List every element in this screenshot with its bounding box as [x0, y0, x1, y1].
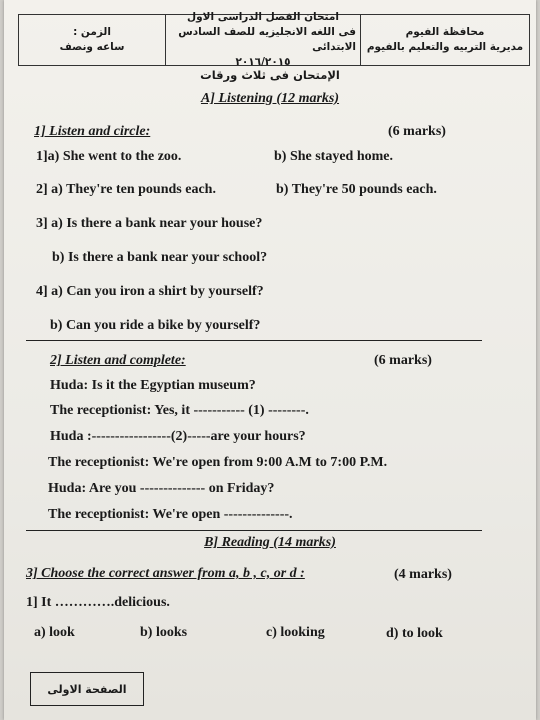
section-b-heading: B] Reading (14 marks) [204, 535, 336, 550]
pages-note: الإمتحان فى ثلاث ورقات [200, 68, 340, 82]
q1-title: 1] Listen and circle: [34, 124, 151, 139]
q3-option-a: a) look [34, 625, 75, 640]
header-governorate-cell [360, 15, 529, 65]
exam-year-label: ٢٠١٦/٢٠١٥ [235, 56, 291, 68]
q1-marks: (6 marks) [388, 124, 446, 139]
q2-marks: (6 marks) [374, 353, 432, 368]
divider-line [26, 530, 482, 531]
exam-term-label: امتحان الفصل الدراسى الاول [187, 11, 339, 23]
q3-title: 3] Choose the correct answer from a, b , c, or d : [26, 566, 305, 581]
q3-option-c: c) looking [266, 625, 325, 640]
q1-item3-a: 3] a) Is there a bank near your house? [36, 216, 263, 231]
q2-line5: Huda: Are you -------------- on Friday? [48, 481, 275, 496]
q1-item4-a: 4] a) Can you iron a shirt by yourself? [36, 284, 264, 299]
q1-item3-b: b) Is there a bank near your school? [52, 250, 268, 265]
q2-line2: The receptionist: Yes, it ----------- (1) --------. [50, 403, 309, 418]
q3-option-b: b) looks [140, 625, 188, 640]
header-time-cell [19, 15, 165, 65]
time-label: الزمن : [73, 26, 111, 38]
q2-line1: Huda: Is it the Egyptian museum? [50, 378, 256, 393]
exam-header-table [18, 11, 530, 68]
header-exam-cell [165, 11, 360, 68]
page-number-box [30, 672, 144, 706]
q1-item4-b: b) Can you ride a bike by yourself? [50, 318, 261, 333]
exam-subject-label: فى اللغه الانجليزيه للصف السادس الابتدائى [178, 26, 356, 53]
page-number-label: الصفحة الاولى [47, 682, 127, 696]
q1-item1-a: 1]a) She went to the zoo. [36, 149, 182, 164]
q2-line3: Huda :-----------------(2)-----are your hours? [50, 429, 306, 444]
time-value: ساعه ونصف [59, 41, 125, 53]
q2-line6: The receptionist: We're open --------------. [48, 507, 293, 522]
divider-line [26, 340, 482, 341]
section-a-heading: A] Listening (12 marks) [200, 91, 340, 106]
q3-marks: (4 marks) [394, 567, 452, 582]
q1-item2-a: 2] a) They're ten pounds each. [36, 182, 216, 197]
q3-stem: 1] It ………….delicious. [26, 595, 170, 610]
directorate-label: مديرية التربيه والتعليم بالفيوم [366, 41, 524, 53]
q2-title: 2] Listen and complete: [50, 353, 186, 368]
q1-item2-b: b) They're 50 pounds each. [276, 182, 437, 197]
q1-item1-b: b) She stayed home. [274, 149, 394, 164]
q2-line4: The receptionist: We're open from 9:00 A.M to 7:00 P.M. [48, 455, 388, 470]
q3-option-d: d) to look [386, 626, 443, 641]
exam-page [4, 0, 536, 720]
governorate-label: محافظة الفيوم [405, 26, 485, 38]
